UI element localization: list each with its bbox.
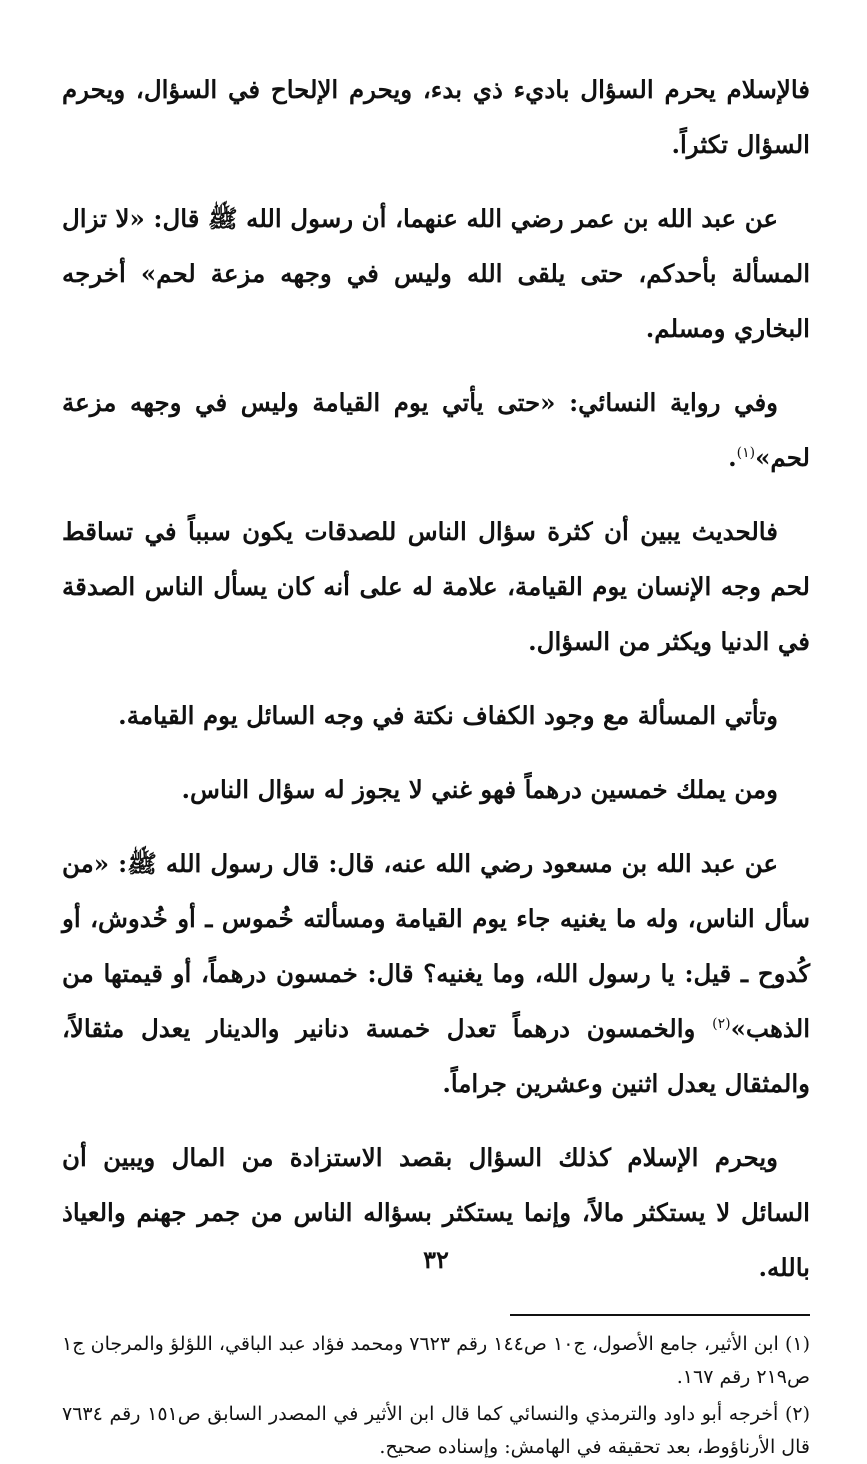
paragraph-8-text: ويحرم الإسلام كذلك السؤال بقصد الاستزادة من المال ويبين أن السائل لا يستكثر مالاً، وإنما يستكثر بسؤاله الناس من جمر جهنم والعياذ بالله. bbox=[62, 1143, 810, 1282]
paragraph-3-text: وفي رواية النسائي: «حتى يأتي يوم القيامة وليس في وجهه مزعة لحم» bbox=[62, 388, 810, 472]
footnote-1-number: (١) bbox=[784, 1333, 811, 1355]
book-page bbox=[62, 62, 811, 1458]
paragraph-2 bbox=[62, 191, 810, 356]
paragraph-4-text: فالحديث يبين أن كثرة سؤال الناس للصدقات يكون سبباً في تساقط لحم وجه الإنسان يوم القيامة، علامة له على أنه كان يسأل الناس الصدقة في الدنيا ويكثر من السؤال. bbox=[62, 517, 810, 656]
paragraph-3-tail: . bbox=[728, 443, 737, 472]
footnote-ref-2: (٢) bbox=[712, 1015, 731, 1032]
paragraph-1-text: فالإسلام يحرم السؤال باديء ذي بدء، ويحرم الإلحاح في السؤال، ويحرم السؤال تكثراً. bbox=[62, 75, 810, 159]
paragraph-5-text: وتأتي المسألة مع وجود الكفاف نكتة في وجه السائل يوم القيامة. bbox=[118, 701, 778, 730]
footnote-1 bbox=[62, 1328, 810, 1394]
footnote-separator bbox=[510, 1314, 810, 1316]
paragraph-1 bbox=[62, 62, 810, 172]
footnote-1-text: ابن الأثير، جامع الأصول، ج١٠ ص١٤٤ رقم ٧٦٢٣ ومحمد فؤاد عبد الباقي، اللؤلؤ والمرجان ج١ ص٢١٩ رقم ١٦٧. bbox=[62, 1333, 810, 1388]
paragraph-6-text: ومن يملك خمسين درهماً فهو غني لا يجوز له سؤال الناس. bbox=[181, 775, 778, 804]
footnote-2-number: (٢) bbox=[784, 1403, 810, 1425]
page-number: ٣٢ bbox=[423, 1245, 449, 1274]
paragraph-2-text: عن عبد الله بن عمر رضي الله عنهما، أن رسول الله ﷺ قال: «لا تزال المسألة بأحدكم، حتى يلقى الله وليس في وجهه مزعة لحم» أخرجه البخاري ومسلم. bbox=[62, 204, 810, 343]
paragraph-7-tail: والخمسون درهماً تعدل خمسة دنانير والدينار يعدل مثقالاً، والمثقال يعدل اثنين وعشرين جراماً. bbox=[62, 1014, 810, 1098]
footnote-2-text: أخرجه أبو داود والترمذي والنسائي كما قال ابن الأثير في المصدر السابق ص١٥١ رقم ٧٦٣٤ قال الأرناؤوط، بعد تحقيقه في الهامش: وإسناده صحيح. bbox=[62, 1403, 810, 1458]
footnote-2 bbox=[62, 1398, 810, 1464]
paragraph-7-text: عن عبد الله بن مسعود رضي الله عنه، قال: قال رسول الله ﷺ: «من سأل الناس، وله ما يغنيه جاء يوم القيامة ومسألته خُموس ـ أو خُدوش، أو كُدوح ـ قيل: يا رسول الله، وما يغنيه؟ قال: خمسون درهماً، أو قيمتها من الذهب» bbox=[62, 849, 810, 1043]
paragraph-3 bbox=[62, 375, 810, 485]
paragraph-6 bbox=[62, 762, 810, 817]
footnote-ref-1: (١) bbox=[736, 444, 756, 461]
paragraph-4 bbox=[62, 504, 810, 669]
paragraph-5 bbox=[62, 688, 810, 743]
paragraph-7 bbox=[62, 836, 810, 1111]
